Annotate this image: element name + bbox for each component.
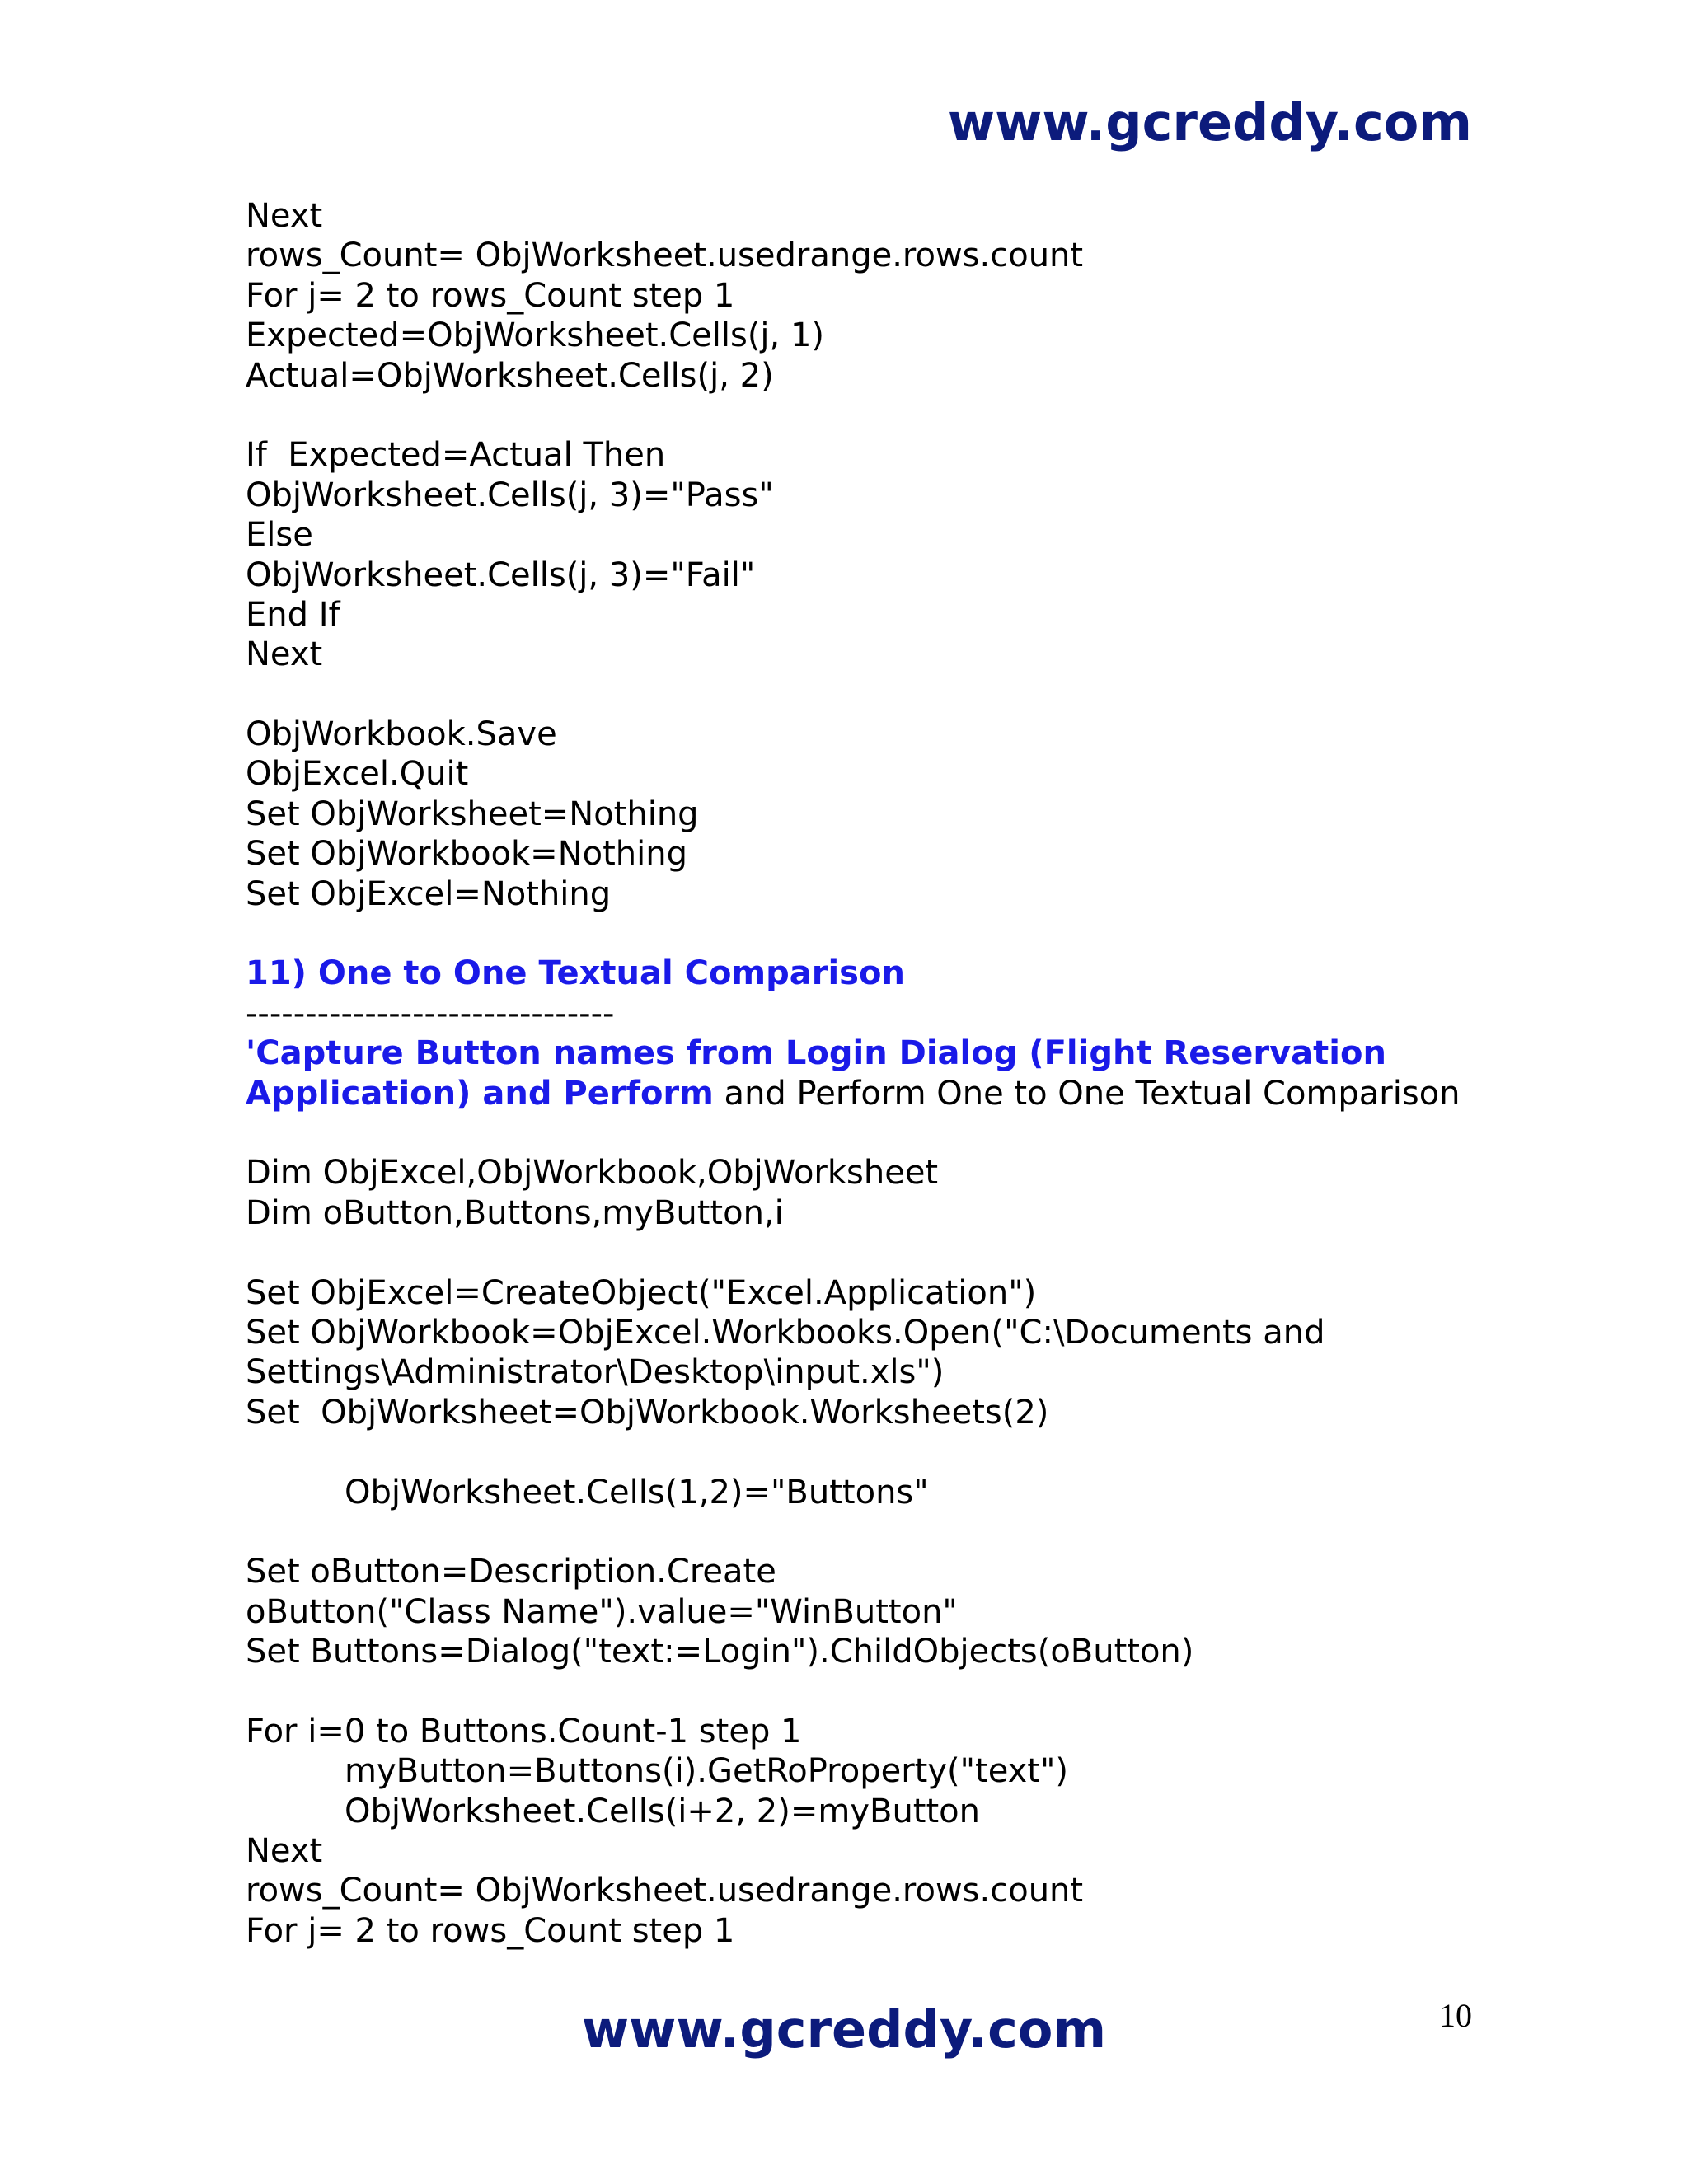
blank-line	[246, 1233, 1482, 1272]
blank-line	[246, 1432, 1482, 1472]
code-line: rows_Count= ObjWorksheet.usedrange.rows.count	[246, 1872, 1084, 1910]
code-line: Set ObjExcel=Nothing	[246, 874, 612, 913]
code-line: For i=0 to Buttons.Count-1 step 1	[246, 1712, 802, 1750]
code-line: ObjWorksheet.Cells(i+2, 2)=myButton	[345, 1792, 980, 1830]
code-line: oButton("Class Name").value="WinButton"	[246, 1592, 958, 1631]
code-line: Set ObjWorkbook=ObjExcel.Workbooks.Open("C:\Documents and	[246, 1313, 1325, 1352]
code-line: Set Buttons=Dialog("text:=Login").ChildObjects(oButton)	[246, 1633, 1194, 1671]
code-line: Dim ObjExcel,ObjWorkbook,ObjWorksheet	[246, 1154, 939, 1193]
code-line: Next	[246, 197, 323, 235]
code-line: Expected=ObjWorksheet.Cells(j, 1)	[246, 316, 825, 355]
section-comment-line2	[246, 1074, 1482, 1113]
code-line: Settings\Administrator\Desktop\input.xls")	[246, 1353, 945, 1392]
code-line: Next	[246, 1832, 323, 1871]
code-line: ObjWorksheet.Cells(1,2)="Buttons"	[345, 1473, 929, 1511]
section-divider: -------------------------------	[246, 994, 615, 1033]
page-number: 10	[1439, 1997, 1472, 2034]
code-line: Dim oButton,Buttons,myButton,i	[246, 1193, 784, 1232]
code-line: ObjWorkbook.Save	[246, 715, 557, 754]
code-line: ObjWorksheet.Cells(j, 3)="Pass"	[246, 476, 774, 514]
blank-line	[246, 1113, 1482, 1153]
code-line: If Expected=Actual Then	[246, 436, 666, 475]
code-line: Set ObjWorkbook=Nothing	[246, 835, 687, 874]
comment-regular-part: and Perform One to One Textual Comparison	[713, 1074, 1461, 1113]
section-comment-line1: 'Capture Button names from Login Dialog (Flight Reservation	[246, 1034, 1386, 1073]
page-content	[246, 196, 1482, 1951]
blank-line	[246, 675, 1482, 715]
code-line: ObjWorksheet.Cells(j, 3)="Fail"	[246, 555, 756, 594]
code-line: Set ObjExcel=CreateObject("Excel.Application")	[246, 1273, 1037, 1312]
blank-line	[246, 396, 1482, 435]
blank-line	[246, 1671, 1482, 1711]
footer-site-url: www.gcreddy.com	[581, 1999, 1107, 2060]
code-line: Set oButton=Description.Create	[246, 1553, 776, 1591]
code-line: For j= 2 to rows_Count step 1	[246, 1911, 735, 1950]
code-line: End If	[246, 595, 340, 634]
header-site-url: www.gcreddy.com	[947, 92, 1472, 152]
comment-bold-part: Application) and Perform	[246, 1074, 714, 1113]
code-line: For j= 2 to rows_Count step 1	[246, 276, 735, 315]
code-line: Actual=ObjWorksheet.Cells(j, 2)	[246, 356, 774, 395]
section-heading: 11) One to One Textual Comparison	[246, 954, 905, 993]
code-line: ObjExcel.Quit	[246, 755, 469, 794]
code-line: Next	[246, 635, 323, 674]
code-line: Set ObjWorksheet=ObjWorkbook.Worksheets(2)	[246, 1393, 1049, 1432]
code-line: Else	[246, 516, 313, 555]
blank-line	[246, 914, 1482, 954]
code-line: Set ObjWorksheet=Nothing	[246, 794, 699, 833]
blank-line	[246, 1512, 1482, 1552]
code-line: myButton=Buttons(i).GetRoProperty("text")	[345, 1752, 1068, 1791]
code-line: rows_Count= ObjWorksheet.usedrange.rows.count	[246, 237, 1084, 275]
